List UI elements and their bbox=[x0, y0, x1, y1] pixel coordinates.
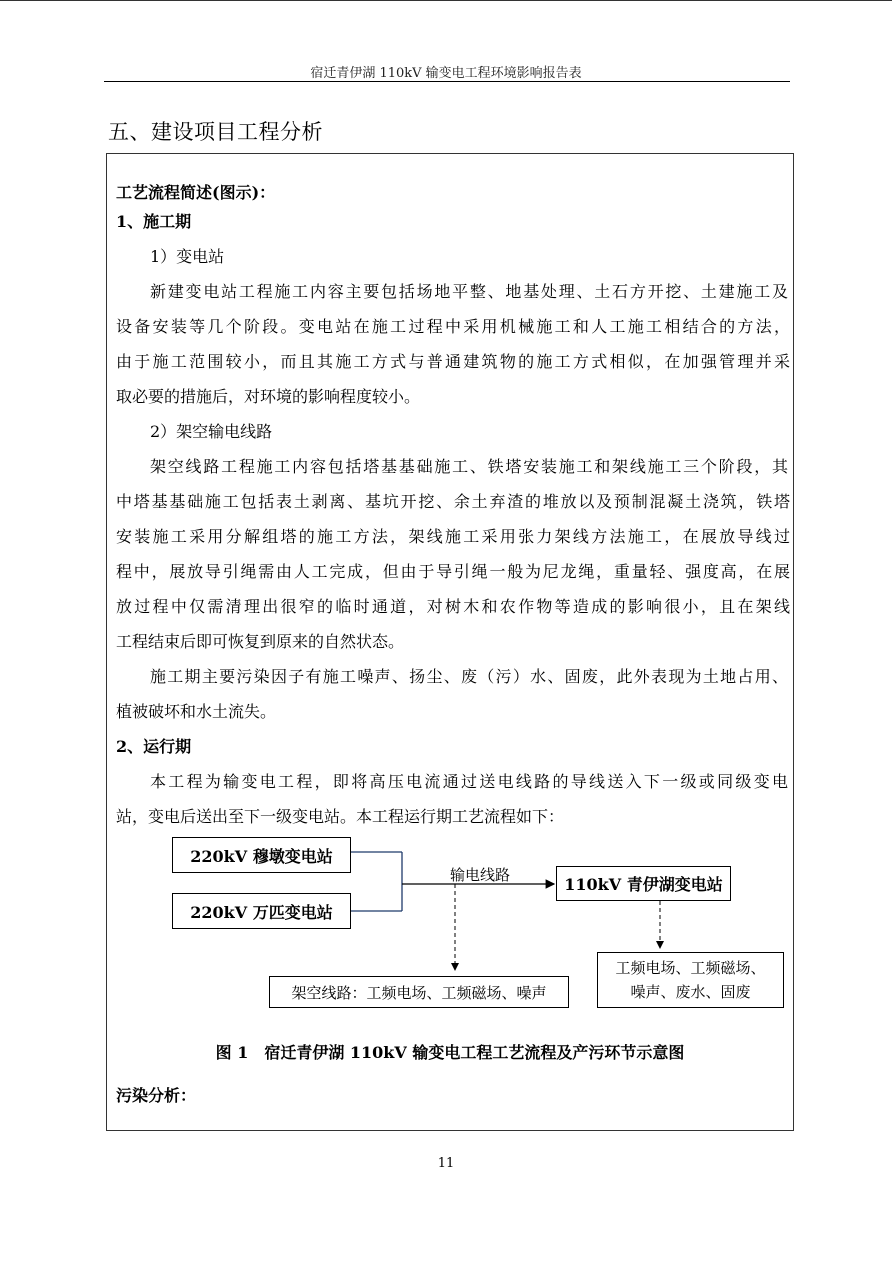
source-substation-mudun: 220kV 穆墩变电站 bbox=[172, 837, 351, 873]
paragraph-line: 放过程中仅需清理出很窄的临时通道，对树木和农作物等造成的影响很小，且在架线 bbox=[116, 597, 790, 616]
target-substation: 110kV 青伊湖变电站 bbox=[556, 866, 731, 901]
station-pollution-line: 噪声、废水、固废 bbox=[630, 983, 751, 1001]
page-header: 宿迁青伊湖 110kV 输变电工程环境影响报告表 bbox=[310, 66, 582, 81]
line-pollution-box: 架空线路：工频电场、工频磁场、噪声 bbox=[269, 976, 569, 1008]
pollution-analysis-heading: 污染分析： bbox=[116, 1086, 197, 1105]
intro-heading: 工艺流程简述(图示)： bbox=[116, 183, 276, 202]
page-number: 11 bbox=[437, 1156, 455, 1171]
station-pollution-box bbox=[597, 952, 784, 1008]
figure-caption: 图 1 宿迁青伊湖 110kV 输变电工程工艺流程及产污环节示意图 bbox=[215, 1043, 685, 1062]
paragraph-line: 工程结束后即可恢复到原来的自然状态。 bbox=[116, 632, 405, 651]
operation-heading: 2、运行期 bbox=[116, 737, 192, 756]
substation-subheading: 1）变电站 bbox=[150, 247, 225, 266]
paragraph-line: 本工程为输变电工程，即将高压电流通过送电线路的导线送入下一级或同级变电 bbox=[150, 772, 788, 791]
paragraph-line: 由于施工范围较小，而且其施工方式与普通建筑物的施工方式相似，在加强管理并采 bbox=[116, 352, 790, 371]
paragraph-line: 站，变电后送出至下一级变电站。本工程运行期工艺流程如下： bbox=[116, 807, 565, 826]
paragraph-line: 架空线路工程施工内容包括塔基基础施工、铁塔安装施工和架线施工三个阶段，其 bbox=[150, 457, 788, 476]
paragraph-line: 植被破坏和水土流失。 bbox=[116, 702, 277, 721]
paragraph-line: 新建变电站工程施工内容主要包括场地平整、地基处理、土石方开挖、土建施工及 bbox=[150, 282, 788, 301]
paragraph-line: 设备安装等几个阶段。变电站在施工过程中采用机械施工和人工施工相结合的方法， bbox=[116, 317, 790, 336]
section-title: 五、建设项目工程分析 bbox=[108, 120, 323, 144]
paragraph-line: 中塔基基础施工包括表土剥离、基坑开挖、余土弃渣的堆放以及预制混凝土浇筑，铁塔 bbox=[116, 492, 790, 511]
transmission-line-label: 输电线路 bbox=[450, 866, 511, 884]
construction-heading: 1、施工期 bbox=[116, 212, 192, 231]
source-substation-wanpi: 220kV 万匹变电站 bbox=[172, 893, 351, 929]
overhead-line-subheading: 2）架空输电线路 bbox=[150, 422, 273, 441]
paragraph-line: 安装施工采用分解组塔的施工方法，架线施工采用张力架线方法施工，在展放导线过 bbox=[116, 527, 790, 546]
station-pollution-line: 工频电场、工频磁场、 bbox=[615, 959, 766, 977]
paragraph-line: 取必要的措施后，对环境的影响程度较小。 bbox=[116, 387, 421, 406]
paragraph-line: 程中，展放导引绳需由人工完成，但由于导引绳一般为尼龙绳，重量轻、强度高，在展 bbox=[116, 562, 790, 581]
paragraph-line: 施工期主要污染因子有施工噪声、扬尘、废（污）水、固废，此外表现为土地占用、 bbox=[150, 667, 788, 686]
